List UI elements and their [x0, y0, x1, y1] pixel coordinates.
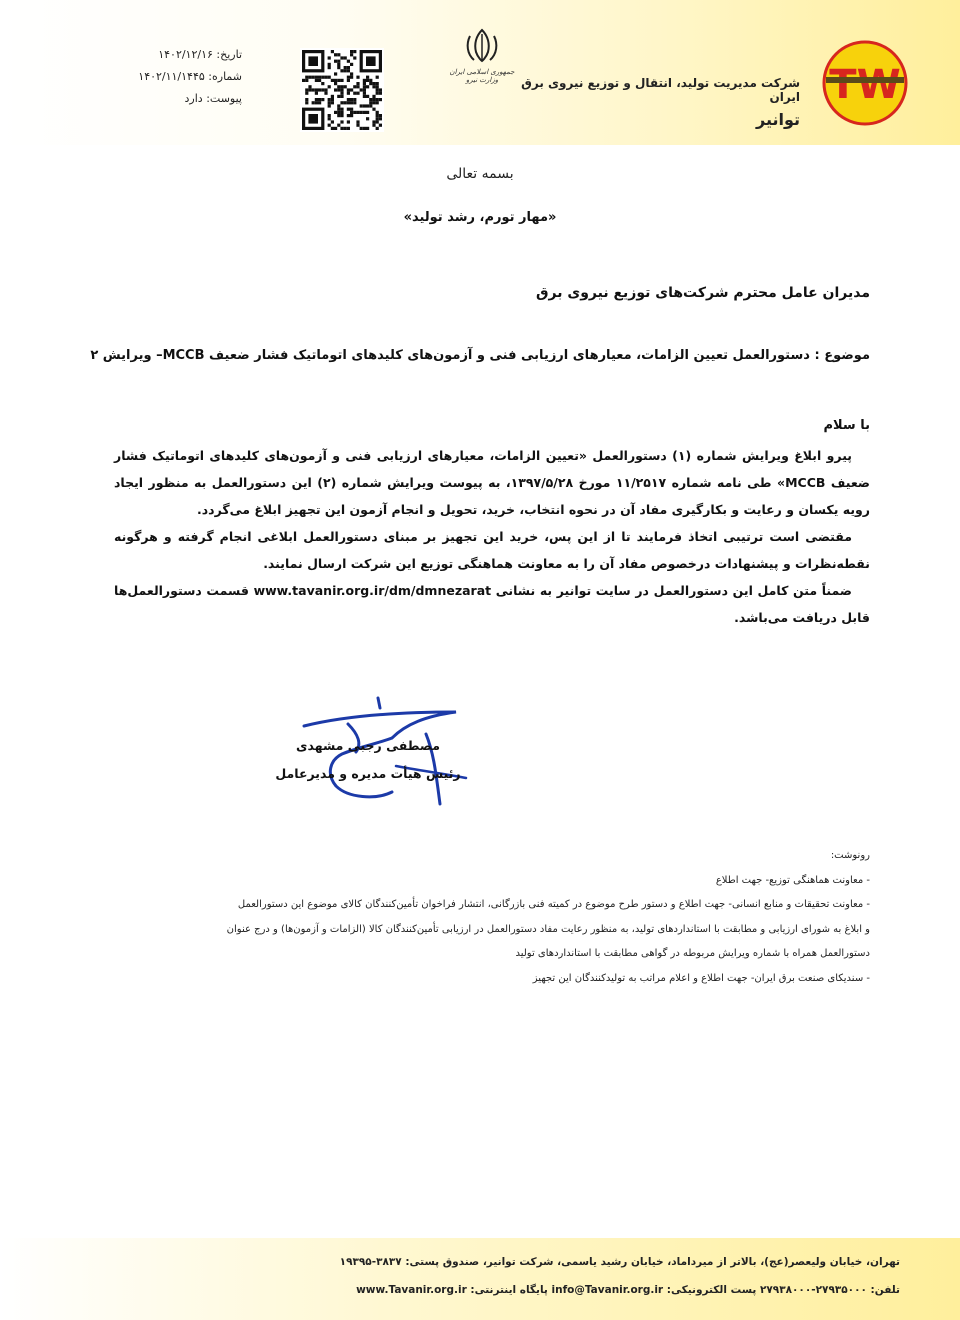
qr-code [300, 48, 384, 132]
motto: «مهار تورم، رشد تولید» [403, 210, 557, 225]
signer-title: رئیس هیأت مدیره و مدیرعامل [275, 766, 461, 781]
cc-item: - معاونت تحقیقات و منابع انسانی- جهت اطلاع و دستور طرح موضوع در کمیته فنی بازرگانی، انتشار فراخوان تأمین‌کنندگان کالای موضوع این دستورالعمل [237, 899, 870, 910]
national-emblem [447, 28, 517, 84]
footer-address: تهران، خیابان ولیعصر(عج)، بالاتر از میرداماد، خیابان رشید یاسمی، شرکت توانیر، صندوق پستی: ۳۸۳۷-۱۹۳۹۵ [339, 1256, 900, 1268]
company-name: شرکت مدیریت تولید، انتقال و توزیع نیروی برق ایران [521, 76, 800, 104]
logo-letters: TW [829, 62, 901, 108]
greeting: با سلام [823, 418, 870, 433]
emblem-icon [462, 28, 502, 64]
addressee: مدیران عامل محترم شرکت‌های توزیع نیروی برق [536, 285, 870, 301]
date-value: ۱۴۰۲/۱۲/۱۶ [158, 48, 213, 61]
letter-meta [62, 48, 242, 114]
letter-body [114, 442, 870, 631]
basmala: بسمه تعالی [446, 166, 514, 182]
signer-name: مصطفی رجبی مشهدی [296, 738, 440, 753]
body-paragraph-1: پیرو ابلاغ ویرایش شماره (۱) دستورالعمل «تعیین الزامات، معیارهای ارزیابی فنی و آزمون‌های کلیدهای اتوماتیک فشار ضعیف MCCB» طی نامه شماره ۱۱/۲۵۱۷ مورخ ۱۳۹۷/۵/۲۸، به پیوست ویرایش شماره (۲) این دستورالعمل به منظور ایجاد رویه یکسان و رعایت و بکارگیری مفاد آن در نحوه انتخاب، خرید، تحویل و انجام آزمون این تجهیز ابلاغ می‌گردد. [114, 448, 870, 517]
number-label: شماره: [208, 70, 242, 83]
company-block [500, 76, 800, 129]
cc-item: - معاونت هماهنگی توزیع- جهت اطلاع [715, 874, 870, 886]
emblem-line-2: وزارت نیرو [465, 76, 499, 84]
number-value: ۱۴۰۲/۱۱/۱۴۴۵ [138, 70, 205, 83]
tavanir-logo [822, 40, 908, 126]
cc-block [114, 844, 870, 991]
number-row [62, 70, 242, 83]
handwritten-signature [296, 694, 472, 814]
subject-line: موضوع : دستورالعمل تعیین الزامات، معیارهای ارزیابی فنی و آزمون‌های کلیدهای اتوماتیک فشار ضعیف MCCB– ویرایش ۲ [90, 348, 870, 363]
footer-band [0, 1238, 960, 1320]
emblem-line-1: جمهوری اسلامی ایران [449, 68, 515, 76]
date-row [62, 48, 242, 61]
attachment-row [62, 92, 242, 105]
company-brand: توانیر [755, 110, 800, 129]
cc-item: دستورالعمل همراه با شماره ویرایش مربوطه در گواهی مطابقت با استانداردهای تولید [515, 948, 870, 959]
date-label: تاریخ: [216, 48, 242, 61]
cc-item: - سندیکای صنعت برق ایران- جهت اطلاع و اعلام مراتب به تولیدکنندگان این تجهیز [532, 972, 870, 984]
footer-contact: تلفن: ۲۷۹۳۵۰۰۰-۲۷۹۳۸۰۰۰ پست الکترونیکی: info@Tavanir.org.ir پایگاه اینترنتی: www.Tavanir.org.ir [356, 1284, 900, 1296]
cc-item: و ابلاغ به شورای ارزیابی و مطابقت با استانداردهای تولید، به منظور رعایت مفاد دستورالعمل در ارزیابی تأمین‌کنندگان کالا (الزامات و آزمون‌ها) و درج عنوان [226, 923, 870, 935]
body-paragraph-3: ضمناً متن کامل این دستورالعمل در سایت توانیر به نشانی www.tavanir.org.ir/dm/dmnezarat قسمت دستورالعمل‌ها قابل دریافت می‌باشد. [114, 583, 870, 625]
attachment-label: پیوست: [206, 92, 242, 105]
cc-label: رونوشت: [830, 850, 870, 861]
attachment-value: دارد [184, 92, 203, 105]
body-paragraph-2: مقتضی است ترتیبی اتخاذ فرمایند تا از این پس، خرید این تجهیز بر مبنای دستورالعمل ابلاغی انجام گرفته و هرگونه نقطه‌نظرات و پیشنهادات درخصوص مفاد آن را به معاونت هماهنگی توزیع این شرکت ارسال نمایند. [114, 529, 870, 571]
